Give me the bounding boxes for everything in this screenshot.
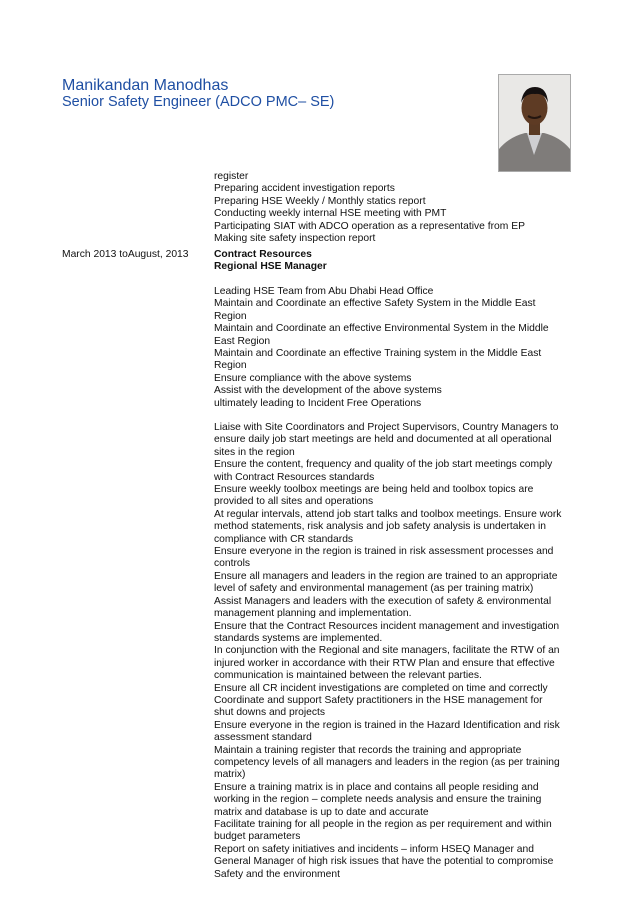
- text-line: Ensure the content, frequency and quality of the job start meetings comply: [214, 459, 553, 471]
- text-line: Preparing HSE Weekly / Monthly statics report: [214, 195, 426, 207]
- text-line: communication is maintained between the relevant parties.: [214, 670, 482, 682]
- text-line: sites in the region: [214, 446, 295, 458]
- text-line: with Contract Resources standards: [214, 471, 375, 483]
- text-line: Ensure all managers and leaders in the region are trained to an appropriate: [214, 570, 558, 582]
- text-line: Maintain and Coordinate an effective Training system in the Middle East: [214, 348, 542, 360]
- duties-group-2: [214, 422, 584, 881]
- text-line: Ensure that the Contract Resources incident management and investigation: [214, 620, 560, 632]
- text-line: method statements, risk analysis and job safety analysis is undertaken in: [214, 521, 546, 533]
- text-line: level of safety and environmental management (as per training matrix): [214, 583, 534, 595]
- text-line: Ensure all CR incident investigations are completed on time and correctly: [214, 682, 548, 694]
- text-line: controls: [214, 558, 251, 570]
- job-period: March 2013 toAugust, 2013: [62, 249, 189, 260]
- text-line: Ensure a training matrix is in place and contains all people residing and: [214, 781, 539, 793]
- previous-tasks-list: [214, 171, 584, 245]
- text-line: Conducting weekly internal HSE meeting with PMT: [214, 208, 447, 220]
- profile-photo: [498, 74, 571, 172]
- text-line: Coordinate and support Safety practitioners in the HSE management for: [214, 694, 543, 706]
- text-line: budget parameters: [214, 831, 301, 843]
- candidate-name: Manikandan Manodhas: [62, 77, 229, 94]
- text-line: ultimately leading to Incident Free Operations: [214, 397, 422, 409]
- text-line: In conjunction with the Regional and site managers, facilitate the RTW of an: [214, 645, 560, 657]
- text-line: Facilitate training for all people in the region as per requirement and within: [214, 819, 552, 830]
- text-line: Participating SIAT with ADCO operation as a representative from EP: [214, 220, 525, 232]
- text-line: standards systems are implemented.: [214, 632, 383, 644]
- text-line: injured worker in accordance with their RTW Plan and ensure that effective: [214, 657, 555, 669]
- text-line: Leading HSE Team from Abu Dhabi Head Office: [214, 286, 434, 297]
- text-line: Region: [214, 360, 247, 372]
- text-line: assessment standard: [214, 732, 312, 744]
- job-title: Regional HSE Manager: [214, 261, 327, 273]
- text-line: register: [214, 171, 249, 182]
- text-line: matrix and database is up to date and accurate: [214, 806, 429, 818]
- text-line: Ensure everyone in the region is trained in the Hazard Identification and risk: [214, 719, 560, 731]
- text-line: provided to all sites and operations: [214, 496, 374, 508]
- text-line: Region: [214, 310, 247, 322]
- text-line: Ensure everyone in the region is trained in risk assessment processes and: [214, 546, 554, 558]
- text-line: compliance with CR standards: [214, 533, 354, 545]
- text-line: Maintain and Coordinate an effective Environmental System in the Middle: [214, 323, 549, 335]
- job-header: [214, 249, 584, 274]
- text-line: Liaise with Site Coordinators and Project Supervisors, Country Managers to: [214, 422, 559, 433]
- text-line: Ensure compliance with the above systems: [214, 372, 412, 384]
- text-line: Assist with the development of the above systems: [214, 385, 442, 397]
- duties-group-1: [214, 286, 584, 410]
- text-line: Maintain and Coordinate an effective Safety System in the Middle East: [214, 298, 536, 310]
- text-line: management planning and implementation.: [214, 608, 412, 620]
- candidate-role: Senior Safety Engineer (ADCO PMC– SE): [62, 94, 335, 110]
- text-line: Making site safety inspection report: [214, 233, 376, 245]
- text-line: Maintain a training register that records the training and appropriate: [214, 744, 522, 756]
- text-line: East Region: [214, 335, 271, 347]
- text-line: At regular intervals, attend job start talks and toolbox meetings. Ensure work: [214, 508, 562, 520]
- text-line: Report on safety initiatives and incidents – inform HSEQ Manager and: [214, 843, 534, 855]
- text-line: competency levels of all managers and leaders in the region (as per training: [214, 756, 560, 768]
- text-line: matrix): [214, 769, 246, 781]
- text-line: General Manager of high risk issues that have the potential to compromise: [214, 856, 554, 868]
- job-company: Contract Resources: [214, 249, 312, 260]
- text-line: ensure daily job start meetings are held and documented at all operational: [214, 434, 552, 446]
- text-line: Assist Managers and leaders with the execution of safety & environmental: [214, 595, 552, 607]
- text-line: shut downs and projects: [214, 707, 326, 719]
- text-line: Preparing accident investigation reports: [214, 183, 395, 195]
- text-line: Safety and the environment: [214, 868, 340, 880]
- text-line: working in the region – complete needs analysis and ensure the training: [214, 794, 542, 806]
- text-line: Ensure weekly toolbox meetings are being held and toolbox topics are: [214, 484, 534, 496]
